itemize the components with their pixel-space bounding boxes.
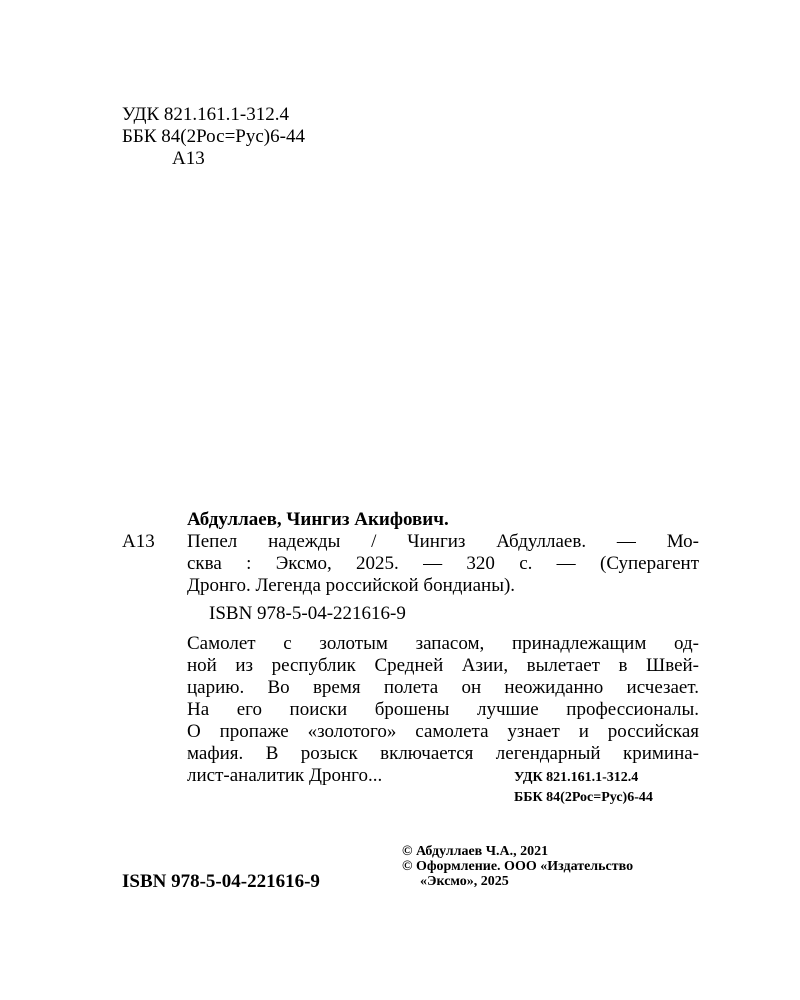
copyright-line: © Абдуллаев Ч.А., 2021 (402, 844, 549, 859)
udk-code-top: УДК 821.161.1-312.4 (122, 104, 289, 125)
annotation-line: Самолет с золотым запасом, принадлежащим од- (187, 633, 699, 654)
author-heading: Абдуллаев, Чингиз Акифович. (187, 509, 449, 530)
isbn-record: ISBN 978-5-04-221616-9 (209, 603, 406, 624)
udk-code-bottom: УДК 821.161.1-312.4 (514, 770, 639, 785)
description-line: Дронго. Легенда российской бондианы). (187, 575, 516, 596)
annotation-line: царию. Во время полета он неожиданно исчезает. (187, 677, 699, 698)
copyright-line: © Оформление. ООО «Издательство (402, 859, 634, 874)
annotation-line: На его поиски брошены лучшие профессионалы. (187, 699, 699, 720)
copyright-line: «Эксмо», 2025 (420, 874, 509, 889)
bbk-code-top: ББК 84(2Рос=Рус)6-44 (122, 126, 305, 147)
annotation-line: мафия. В розыск включается легендарный кримина- (187, 743, 699, 764)
author-code-top: А13 (172, 148, 205, 169)
annotation-line: О пропаже «золотого» самолета узнает и российская (187, 721, 699, 742)
annotation-line: ной из республик Средней Азии, вылетает в Швей- (187, 655, 699, 676)
bbk-code-bottom: ББК 84(2Рос=Рус)6-44 (514, 790, 653, 805)
description-line: сква : Эксмо, 2025. — 320 с. — (Суперагент (187, 553, 699, 574)
author-code: А13 (122, 531, 155, 552)
isbn-footer: ISBN 978-5-04-221616-9 (122, 871, 320, 892)
description-line: Пепел надежды / Чингиз Абдуллаев. — Мо- (187, 531, 699, 552)
annotation-line: лист-аналитик Дронго... (187, 765, 383, 786)
